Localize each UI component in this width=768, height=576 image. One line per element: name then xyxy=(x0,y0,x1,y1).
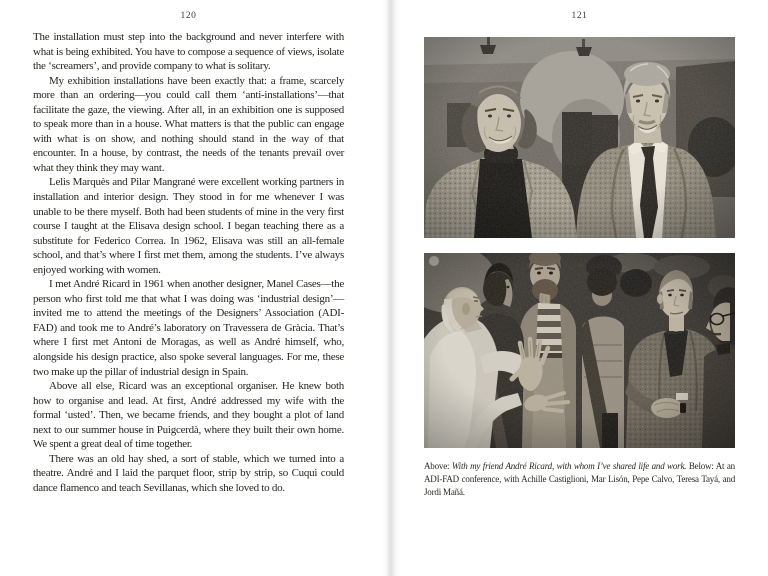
paragraph: Above all else, Ricard was an exceptional organiser. He knew both how to organise and lead. At first, André addressed my wife with the formal ‘usted’. Then, we became friends, and they bought a plot of land next to our summer house in Puigcerdà, where they built their own home. We spent a great deal of time together. xyxy=(33,380,344,451)
paragraph: My exhibition installations have been exactly that: a frame, scarcely more than an ordering—you could call them ‘anti-installations’—that facilitate the gaze, the viewing. After all, in an exhibition one is supposed to speak more than in a house. What matters is that the public can engage with what is on show, and nothing should stand in the way of that encounter. In a house, by contrast, the needs of the tenants prevail over what they think they may want. xyxy=(33,74,344,174)
photo-adi-fad-conference xyxy=(424,253,735,448)
adi-fad-photo-graphic xyxy=(424,253,735,448)
paragraph: I met André Ricard in 1961 when another designer, Manel Cases—the person who first told me that what I was doing was ‘industrial design’—invited me to attend the meetings of the Designers’ Association (ADI-FAD) and took me to André’s laboratory on Travessera de Gràcia. That’s where I first met Antoni de Moragas, as well as André himself, who, alongside his design practice, also spoke several languages. For me, these two make up the pillar of industrial design in Spain. xyxy=(33,278,344,378)
andre-ricard-photo-graphic xyxy=(424,37,735,238)
paragraph: Lelis Marquès and Pilar Mangrané were excellent working partners in installation and interior design. They stood in for me whenever I was unable to be there myself. Both had been students of mine in the very first course I taught at the Elisava design school. I began teaching there as a substitute for Federico Correa. In 1962, Elisava was still an all-female school, and that’s where I first met them, among the students. I’ve always enjoyed working with women. xyxy=(33,176,344,276)
page-gutter xyxy=(382,0,400,576)
photo-andre-ricard xyxy=(424,37,735,238)
caption-above-label: Above: xyxy=(424,461,450,471)
page-number-right: 121 xyxy=(571,11,588,21)
caption-below-text: At an ADI-FAD conference, with Achille Castiglioni, Mar Lisón, Pepe Calvo, Teresa Tayá, and Jordi Mañá. xyxy=(424,461,735,497)
page-number-left: 120 xyxy=(180,11,197,21)
caption-above-text: With my friend André Ricard, with whom I’ve shared life and work. xyxy=(451,461,687,471)
paragraph: The installation must step into the background and never interfere with what is being exhibited. You have to compose a sequence of views, isolate the ‘screamers’, and provide company to what is solitary. xyxy=(33,31,344,73)
caption-below-label: Below: xyxy=(688,461,714,471)
paragraph: There was an old hay shed, a sort of stable, which we turned into a theatre. André and I laid the parquet floor, strip by strip, so Cuqui could dance flamenco and teach Sevillanas, which she loved to do. xyxy=(33,452,344,494)
body-text xyxy=(33,30,344,496)
photo-caption xyxy=(424,460,735,499)
